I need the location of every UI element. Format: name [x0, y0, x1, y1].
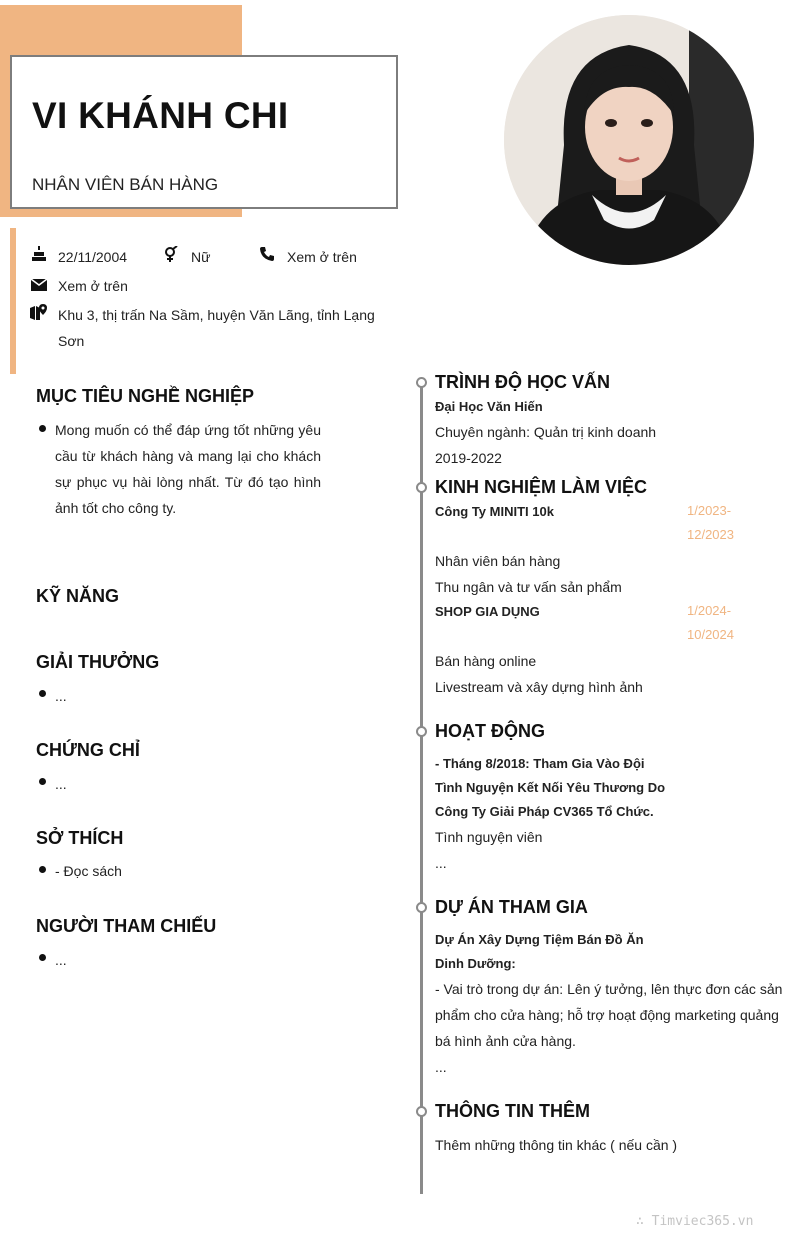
- birthday-value: 22/11/2004: [58, 249, 128, 265]
- additional-text: Thêm những thông tin khác ( nếu cần ): [435, 1137, 678, 1153]
- address-line-1: Khu 3, thị trấn Na Sầm, huyện Văn Lãng, tỉnh Lạng: [58, 307, 375, 323]
- email-icon: [31, 279, 47, 291]
- phone-icon: [259, 246, 275, 262]
- job-company: SHOP GIA DỤNG: [435, 604, 540, 619]
- job-line: Bán hàng online: [435, 653, 537, 669]
- references-title: NGƯỜI THAM CHIẾU: [36, 916, 217, 936]
- job-title: NHÂN VIÊN BÁN HÀNG: [32, 175, 219, 194]
- certificates-item: ...: [55, 776, 67, 792]
- hobbies-item: - Đọc sách: [55, 863, 122, 879]
- watermark: ∴ Timviec365.vn: [636, 1214, 754, 1229]
- job-line: Livestream và xây dựng hình ảnh: [435, 679, 643, 695]
- project-more: ...: [435, 1059, 447, 1075]
- job-company: Công Ty MINITI 10k: [435, 504, 554, 519]
- name-box: [10, 55, 398, 209]
- timeline-dot: [416, 1106, 427, 1117]
- project-name: Dự Án Xây Dựng Tiệm Bán Đồ Ăn: [435, 932, 644, 947]
- timeline-line: [420, 383, 423, 1194]
- projects-title: DỰ ÁN THAM GIA: [435, 897, 588, 917]
- experience-title: KINH NGHIỆM LÀM VIỆC: [435, 477, 648, 497]
- bullet: [39, 778, 46, 785]
- certificates-title: CHỨNG CHỈ: [36, 740, 140, 760]
- bullet: [39, 425, 46, 432]
- timeline-dot: [416, 726, 427, 737]
- additional-title: THÔNG TIN THÊM: [435, 1101, 590, 1121]
- activity-heading: Công Ty Giải Pháp CV365 Tổ Chức.: [435, 804, 654, 819]
- portrait-illustration: [504, 15, 754, 265]
- birthday-cake-icon: [31, 246, 47, 262]
- education-major: Chuyên ngành: Quản trị kinh doanh: [435, 424, 657, 440]
- job-line: Nhân viên bán hàng: [435, 553, 561, 569]
- address-line-2: Sơn: [58, 333, 85, 349]
- project-desc: - Vai trò trong dự án: Lên ý tưởng, lên thực đơn các sản: [435, 981, 783, 997]
- gender-value: Nữ: [191, 249, 211, 265]
- timeline-dot: [416, 902, 427, 913]
- job-date-end: 12/2023: [687, 527, 734, 542]
- phone-value: Xem ở trên: [287, 249, 357, 265]
- awards-title: GIẢI THƯỞNG: [36, 652, 160, 672]
- job-date-start: 1/2023-: [687, 503, 732, 518]
- timeline-dot: [416, 377, 427, 388]
- hobbies-title: SỞ THÍCH: [36, 828, 124, 848]
- project-desc: phẩm cho cửa hàng; hỗ trợ hoạt động marketing quảng: [435, 1007, 779, 1023]
- project-desc: bá hình ảnh cửa hàng.: [435, 1033, 576, 1049]
- activity-heading: - Tháng 8/2018: Tham Gia Vào Đội: [435, 756, 645, 771]
- objective-text: Mong muốn có thể đáp ứng tốt những yêu cầu từ khách hàng và mang lại cho khách sự phục vụ hài lòng nhất. Từ đó tạo hình ảnh tốt cho công ty.: [55, 422, 321, 516]
- email-value: Xem ở trên: [58, 278, 128, 294]
- skills-title: KỸ NĂNG: [36, 586, 120, 606]
- bullet: [39, 690, 46, 697]
- full-name: VI KHÁNH CHI: [32, 95, 289, 136]
- activity-heading: Tình Nguyện Kết Nối Yêu Thương Do: [435, 780, 666, 795]
- references-item: ...: [55, 952, 67, 968]
- gender-icon: [163, 246, 179, 262]
- bullet: [39, 954, 46, 961]
- project-name: Dinh Dưỡng:: [435, 956, 516, 971]
- bullet: [39, 866, 46, 873]
- job-date-end: 10/2024: [687, 627, 734, 642]
- timeline-dot: [416, 482, 427, 493]
- job-line: Thu ngân và tư vấn sản phẩm: [435, 579, 622, 595]
- contact-accent-bar: [10, 228, 16, 374]
- awards-item: ...: [55, 688, 67, 704]
- education-school: Đại Học Văn Hiến: [435, 399, 543, 414]
- education-years: 2019-2022: [435, 450, 502, 466]
- map-pin-icon: [30, 304, 48, 320]
- education-title: TRÌNH ĐỘ HỌC VẤN: [435, 372, 610, 392]
- activity-more: ...: [435, 855, 447, 871]
- objective-title: MỤC TIÊU NGHỀ NGHIỆP: [36, 386, 255, 406]
- activity-role: Tình nguyện viên: [435, 829, 543, 845]
- job-date-start: 1/2024-: [687, 603, 732, 618]
- profile-photo: [504, 15, 754, 265]
- activities-title: HOẠT ĐỘNG: [435, 721, 545, 741]
